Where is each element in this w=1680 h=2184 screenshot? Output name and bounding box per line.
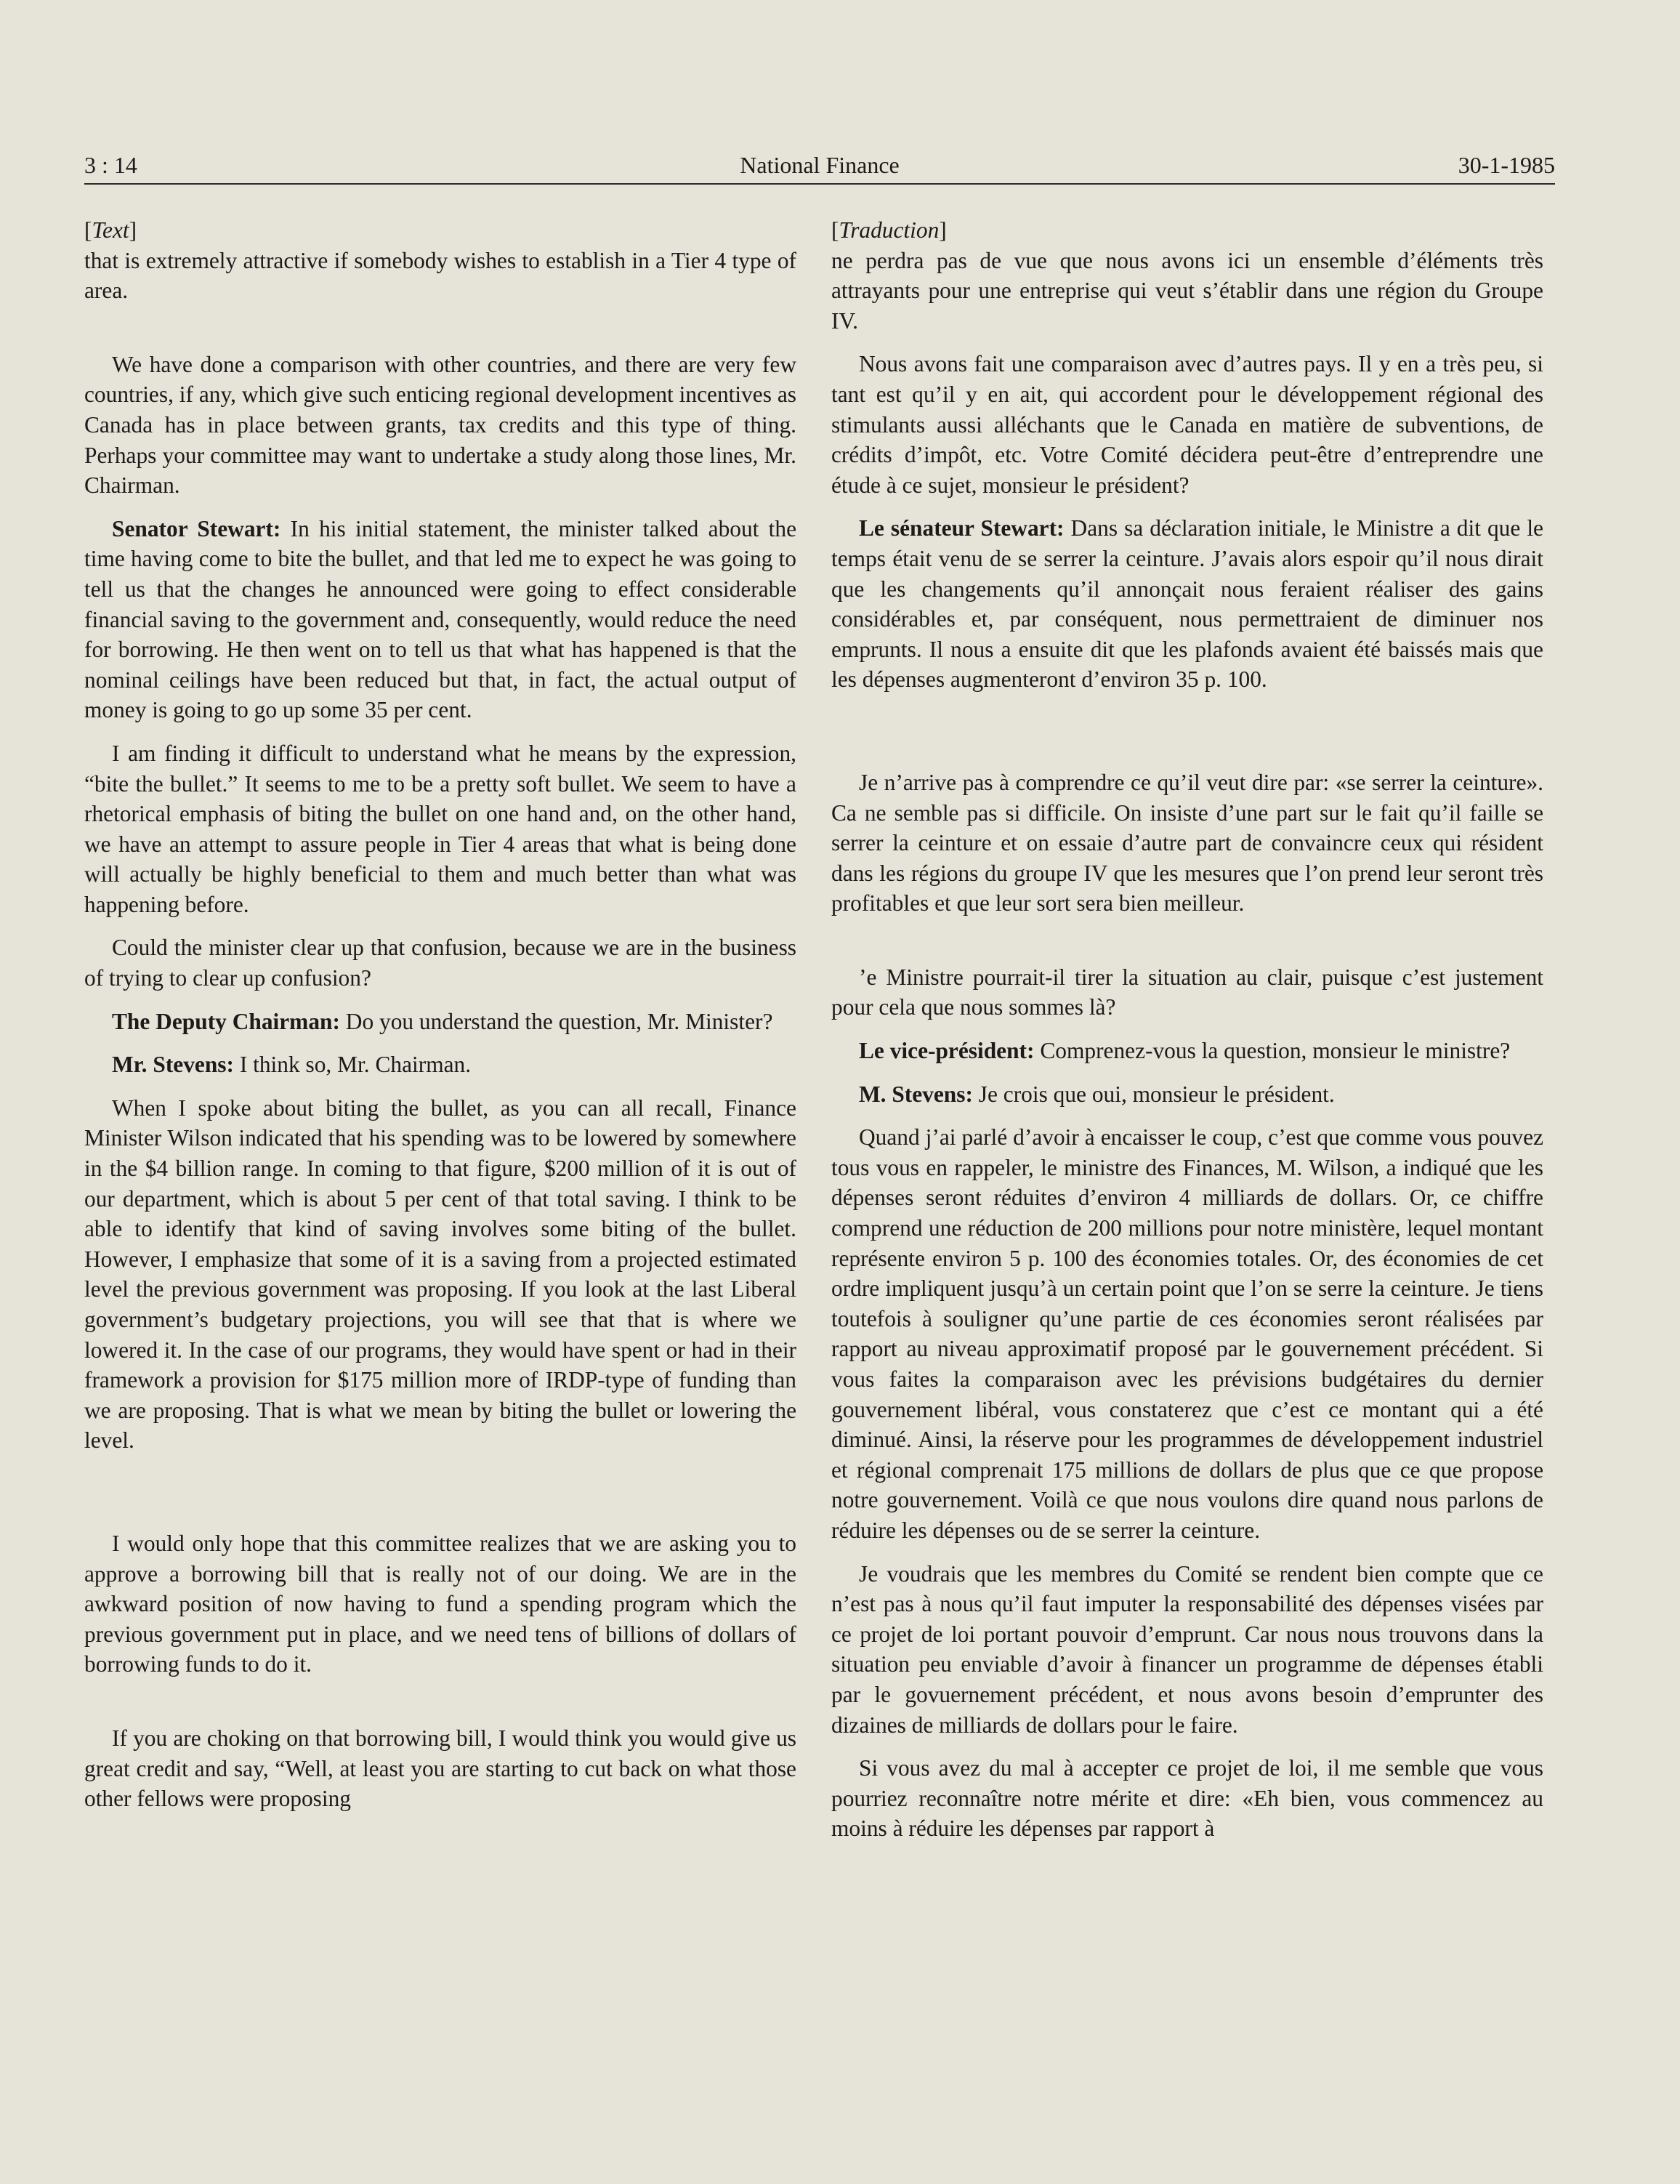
english-column [84,215,796,1814]
speech-text: Je crois que oui, monsieur le président. [978,1081,1335,1107]
speaker-paragraph [84,1049,796,1080]
speech-text: In his initial statement, the minister talked about the time having come to bite the bullet, and that led me to expect he was going to tell us that the changes he announced were going to effect considerable financial saving to the government and, consequently, would reduce the need for borrowing. He then went on to tell us that what has happened is that the nominal ceilings have been reduced but that, in fact, the actual output of money is going to go up some 35 per cent. [84,515,796,723]
paragraph: Si vous avez du mal à accepter ce projet de loi, il me semble que vous pourriez reconnaître notre mérite et dire: «Eh bien, vous commencez au moins à réduire les dépenses par rapport à [831,1755,1543,1842]
section-tag-label: Traduction [839,217,940,243]
paragraph: I am finding it difficult to understand what he means by the expression, “bite the bullet.” It seems to me to be a pretty soft bullet. We seem to have a rhetorical emphasis of biting the bullet on one hand and, on the other hand, we have an attempt to assure people in Tier 4 areas that what is being done will actually be highly beneficial to them and much better than what was happening before. [84,740,796,917]
paragraph: ’e Ministre pourrait-il tirer la situation au clair, puisque c’est justement pour cela que nous sommes là? [831,964,1543,1020]
paragraph: ne perdra pas de vue que nous avons ici un ensemble d’éléments très attrayants pour une entreprise qui veut s’établir dans une région du Groupe IV. [831,247,1543,334]
speaker-paragraph [831,1036,1543,1066]
speaker-paragraph [84,1007,796,1037]
speaker-name: Le vice-président: [859,1038,1035,1064]
paragraph: Quand j’ai parlé d’avoir à encaisser le coup, c’est que comme vous pouvez tous vous en rappeler, le ministre des Finances, M. Wilson, a indiqué que les dépenses seront réduites d’environ 4 milliards de dollars. Or, ce chiffre comprend une réduction de 200 millions pour notre ministère, lequel montant représente environ 5 p. 100 des économies totales. Or, des économies de cet ordre impliquent jusqu’à un certain point que l’on se serre la ceinture. Je tiens toutefois à souligner qu’une partie de ces économies seront réalisées par rapport au niveau approximatif proposé par le gouvernement précédent. Si vous faites la comparaison avec les prévisions budgétaires du dernier gouvernement libéral, vous constaterez que c’est ce montant qui a été diminué. Ainsi, la réserve pour les programmes de développement industriel et régional comprenait 175 millions de dollars de plus que ce que propose notre gouvernement. Voilà ce que nous voulons dire quand nous parlons de réduire les dépenses ou de se serrer la ceinture. [831,1124,1543,1543]
speaker-name: Le sénateur Stewart: [859,515,1065,541]
paragraph: Could the minister clear up that confusion, because we are in the business of trying to clear up confusion? [84,935,796,991]
speech-text: Comprenez-vous la question, monsieur le ministre? [1040,1038,1511,1064]
speaker-paragraph [84,514,796,725]
speech-text: Dans sa déclaration initiale, le Ministre a dit que le temps était venu de se serrer la ceinture. J’avais alors espoir qu’il nous dirait que les changements qu’il annonçait nous feraient réaliser des gains considérables et, par conséquent, nous permettraient de diminuer nos emprunts. Il nous a ensuite dit que les plafonds avaient été baissés mais que les dépenses augmenteront d’environ 35 p. 100. [831,515,1543,693]
section-tag-label: Text [92,217,129,243]
speech-text: Do you understand the question, Mr. Minister? [345,1008,773,1034]
speaker-paragraph [831,1079,1543,1110]
paragraph: If you are choking on that borrowing bill, I would think you would give us great credit and say, “Well, at least you are starting to cut back on what those other fellows were proposing [84,1725,796,1812]
paragraph: Nous avons fait une comparaison avec d’autres pays. Il y en a très peu, si tant est qu’il y en ait, qui accordent pour le développement régional des stimulants aussi alléchants que le Canada en matière de subventions, de crédits d’impôt, etc. Votre Comité décidera peut-être d’entreprendre une étude à ce sujet, monsieur le président? [831,351,1543,498]
speaker-name: M. Stevens: [859,1081,973,1107]
section-tag: [Text] [84,217,137,243]
page-number: 3 : 14 [84,152,137,178]
speech-text: I think so, Mr. Chairman. [239,1052,472,1078]
paragraph: When I spoke about biting the bullet, as you can all recall, Finance Minister Wilson indicated that his spending was to be lowered by somewhere in the $4 billion range. In coming to that figure, $200 million of it is out of our department, which is about 5 per cent of that total saving. I think to be able to identify that kind of saving involves some biting of the bullet. However, I emphasize that some of it is a saving from a projected estimated level the previous government was proposing. If you look at the last Liberal government’s budgetary projections, you will see that that is where we lowered it. In the case of our programs, they would have spent or had in their framework a provision for $175 million more of IRDP-type of funding than we are proposing. That is what we mean by biting the bullet or lowering the level. [84,1095,796,1454]
speaker-name: The Deputy Chairman: [112,1008,340,1034]
speaker-name: Senator Stewart: [112,515,281,541]
paragraph: I would only hope that this committee realizes that we are asking you to approve a borrowing bill that is really not of our doing. We are in the awkward position of now having to fund a spending program which the previous government put in place, and we need tens of billions of dollars of borrowing funds to do it. [84,1530,796,1677]
paragraph: Je voudrais que les membres du Comité se rendent bien compte que ce n’est pas à nous qu’il faut imputer la responsabilité des dépenses visées par ce projet de loi portant pouvoir d’emprunt. Car nous nous trouvons dans la situation peu enviable d’avoir à financer un programme de dépenses établi par le govuernement précédent, et nous avons besoin d’emprunter des dizaines de milliards de dollars pour le faire. [831,1560,1543,1738]
paragraph: Je n’arrive pas à comprendre ce qu’il veut dire par: «se serrer la ceinture». Ca ne semble pas si difficile. On insiste d’une part sur le fait qu’il faille se serrer la ceinture et on essaie d’autre part de convaincre ceux qui résident dans les régions du groupe IV que les mesures que l’on prend leur seront très profitables et que leur sort sera bien meilleur. [831,769,1543,916]
paragraph: We have done a comparison with other countries, and there are very few countries, if any, which give such enticing regional development incentives as Canada has in place between grants, tax credits and this type of thing. Perhaps your committee may want to undertake a study along those lines, Mr. Chairman. [84,351,796,499]
header-date: 30-1-1985 [1458,152,1555,178]
paragraph: that is extremely attractive if somebody wishes to establish in a Tier 4 type of area. [84,247,796,304]
french-column [831,215,1543,1844]
section-tag: [Traduction] [831,217,947,243]
page-header [84,142,1555,185]
speaker-paragraph [831,513,1543,695]
speaker-name: Mr. Stevens: [112,1052,234,1078]
running-title: National Finance [740,152,900,178]
